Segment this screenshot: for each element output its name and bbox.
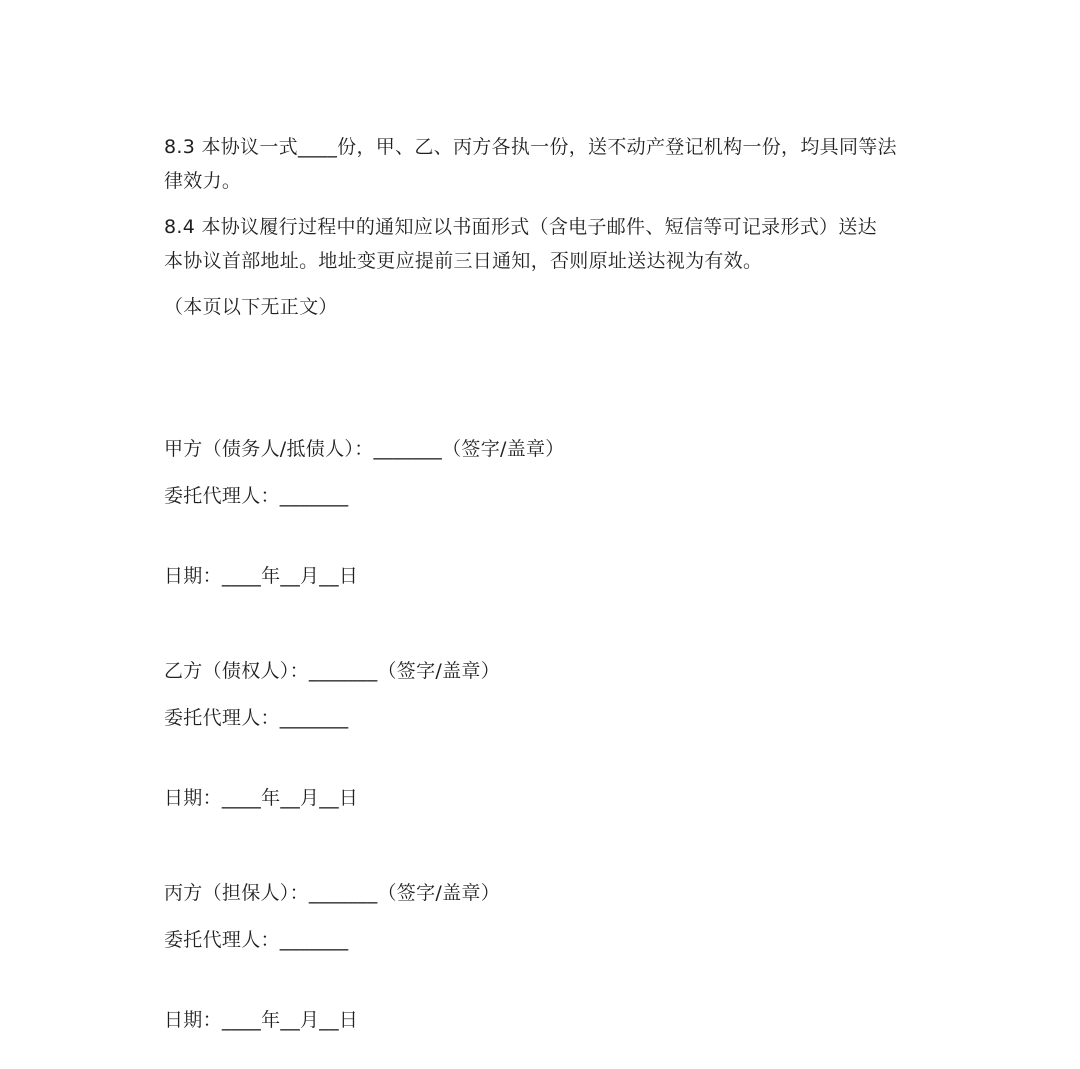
party-b-date-line: 日期：____年__月__日 <box>164 787 359 809</box>
party-b-agent-line: 委托代理人：_______ <box>164 707 349 729</box>
clause-8-3 <box>164 130 924 198</box>
party-a-signature-line: 甲方（债务人/抵债人）：_______（签字/盖章） <box>164 438 565 460</box>
party-c-date-line: 日期：____年__月__日 <box>164 1009 359 1031</box>
clause-line: 本协议首部地址。地址变更应提前三日通知，否则原址送达视为有效。 <box>164 250 763 272</box>
clause-8-4 <box>164 210 924 278</box>
party-a-agent-line: 委托代理人：_______ <box>164 485 349 507</box>
clause-line: 8.4 本协议履行过程中的通知应以书面形式（含电子邮件、短信等可记录形式）送达 <box>164 216 877 238</box>
clause-line: 8.3 本协议一式____份，甲、乙、丙方各执一份，送不动产登记机构一份，均具同等法 <box>164 136 897 158</box>
clause-line: 律效力。 <box>164 170 242 192</box>
party-c-agent-line: 委托代理人：_______ <box>164 929 349 951</box>
party-b-signature-line: 乙方（债权人）：_______（签字/盖章） <box>164 660 501 682</box>
end-of-text-note: （本页以下无正文） <box>164 296 338 318</box>
party-c-signature-line: 丙方（担保人）：_______（签字/盖章） <box>164 882 501 904</box>
party-a-date-line: 日期：____年__月__日 <box>164 565 359 587</box>
